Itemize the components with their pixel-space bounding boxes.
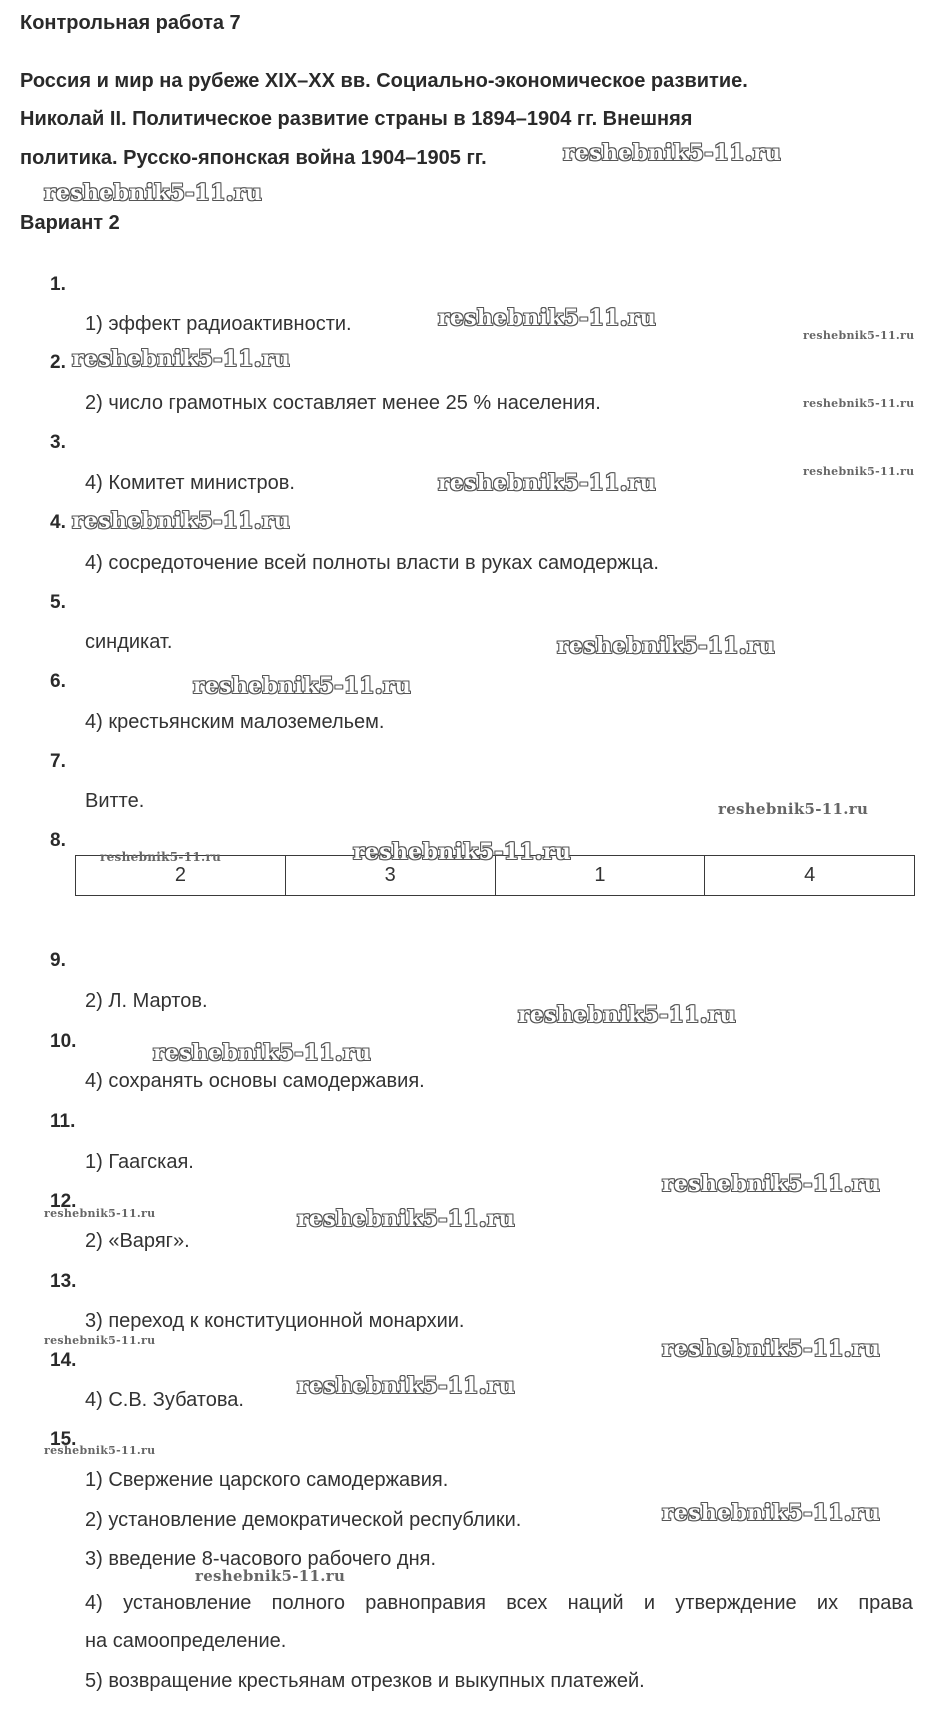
table-cell: 1	[495, 856, 705, 896]
watermark: reshebnik5-11.ru	[718, 800, 869, 818]
page-title: Контрольная работа 7	[20, 12, 241, 34]
answer-list-item: 1) Свержение царского самодержавия.	[85, 1469, 449, 1491]
word: утверждение	[675, 1592, 797, 1614]
topic-heading-line-3: политика. Русско-японская война 1904–1905 гг.	[20, 147, 487, 169]
watermark: reshebnik5-11.ru	[563, 140, 782, 166]
question-number: 11.	[50, 1111, 76, 1132]
topic-heading-line-1: Россия и мир на рубеже XIX–XX вв. Социально-экономическое развитие.	[20, 70, 748, 92]
question-number: 1.	[50, 274, 66, 295]
question-number: 7.	[50, 751, 66, 772]
answer-text: 1) Гаагская.	[85, 1151, 194, 1173]
watermark: reshebnik5-11.ru	[44, 1334, 156, 1347]
answer-list-item-continuation: на самоопределение.	[85, 1630, 287, 1652]
question-number: 5.	[50, 592, 66, 613]
watermark: reshebnik5-11.ru	[44, 1207, 156, 1220]
watermark: reshebnik5-11.ru	[438, 470, 657, 496]
question-number: 4.	[50, 512, 66, 533]
word: полного	[271, 1592, 345, 1614]
table-cell: 2	[76, 856, 286, 896]
answer-text: 4) сосредоточение всей полноты власти в руках самодержца.	[85, 552, 659, 574]
watermark: reshebnik5-11.ru	[353, 839, 572, 865]
answer-text: 2) число грамотных составляет менее 25 % населения.	[85, 392, 601, 414]
watermark: reshebnik5-11.ru	[803, 465, 915, 478]
word: их	[816, 1592, 839, 1614]
answer-list-item: 3) введение 8-часового рабочего дня.	[85, 1548, 437, 1570]
question-number: 14.	[50, 1350, 77, 1371]
question-number: 15.	[50, 1429, 77, 1450]
word: всех	[506, 1592, 548, 1614]
answer-list-item	[85, 1592, 913, 1615]
watermark: reshebnik5-11.ru	[297, 1373, 516, 1399]
watermark: reshebnik5-11.ru	[803, 397, 915, 410]
answer-text: 4) Комитет министров.	[85, 472, 295, 494]
word: наций	[567, 1592, 624, 1614]
watermark: reshebnik5-11.ru	[44, 180, 263, 206]
word: равноправия	[365, 1592, 486, 1614]
question-number: 10.	[50, 1031, 77, 1052]
answer-text: 4) крестьянским малоземельем.	[85, 711, 385, 733]
watermark: reshebnik5-11.ru	[662, 1336, 881, 1362]
answer-list-item: 2) установление демократической республики.	[85, 1509, 522, 1531]
watermark: reshebnik5-11.ru	[557, 633, 776, 659]
word: и	[643, 1592, 656, 1614]
answer-text: 4) С.В. Зубатова.	[85, 1389, 244, 1411]
watermark: reshebnik5-11.ru	[662, 1500, 881, 1526]
answer-text: 3) переход к конституционной монархии.	[85, 1310, 465, 1332]
watermark: reshebnik5-11.ru	[193, 673, 412, 699]
answer-list-item: 5) возвращение крестьянам отрезков и выкупных платежей.	[85, 1670, 645, 1692]
answer-text: синдикат.	[85, 631, 173, 653]
answer-text: 2) Л. Мартов.	[85, 990, 208, 1012]
watermark: reshebnik5-11.ru	[72, 346, 291, 372]
question-number: 12.	[50, 1191, 77, 1212]
question-number: 2.	[50, 352, 66, 373]
watermark: reshebnik5-11.ru	[518, 1002, 737, 1028]
answer-text: 1) эффект радиоактивности.	[85, 313, 352, 335]
answer-text: Витте.	[85, 790, 145, 812]
question-number: 3.	[50, 432, 66, 453]
word: установление	[123, 1592, 252, 1614]
variant-label: Вариант 2	[20, 212, 120, 234]
watermark: reshebnik5-11.ru	[153, 1040, 372, 1066]
word: 4)	[85, 1592, 103, 1614]
table-cell: 4	[705, 856, 915, 896]
word: права	[858, 1592, 913, 1614]
answer-text: 2) «Варяг».	[85, 1230, 190, 1252]
watermark: reshebnik5-11.ru	[100, 850, 222, 864]
topic-heading-line-2: Николай II. Политическое развитие страны в 1894–1904 гг. Внешняя	[20, 108, 693, 130]
watermark: reshebnik5-11.ru	[72, 508, 291, 534]
question-number: 9.	[50, 950, 66, 971]
watermark: reshebnik5-11.ru	[438, 305, 657, 331]
watermark: reshebnik5-11.ru	[297, 1206, 516, 1232]
question-number: 6.	[50, 671, 66, 692]
watermark: reshebnik5-11.ru	[803, 329, 915, 342]
question-number: 8.	[50, 830, 66, 851]
answer-text: 4) сохранять основы самодержавия.	[85, 1070, 425, 1092]
watermark: reshebnik5-11.ru	[662, 1171, 881, 1197]
question-number: 13.	[50, 1271, 77, 1292]
watermark: reshebnik5-11.ru	[44, 1444, 156, 1457]
watermark: reshebnik5-11.ru	[195, 1567, 346, 1585]
table-cell: 3	[285, 856, 495, 896]
